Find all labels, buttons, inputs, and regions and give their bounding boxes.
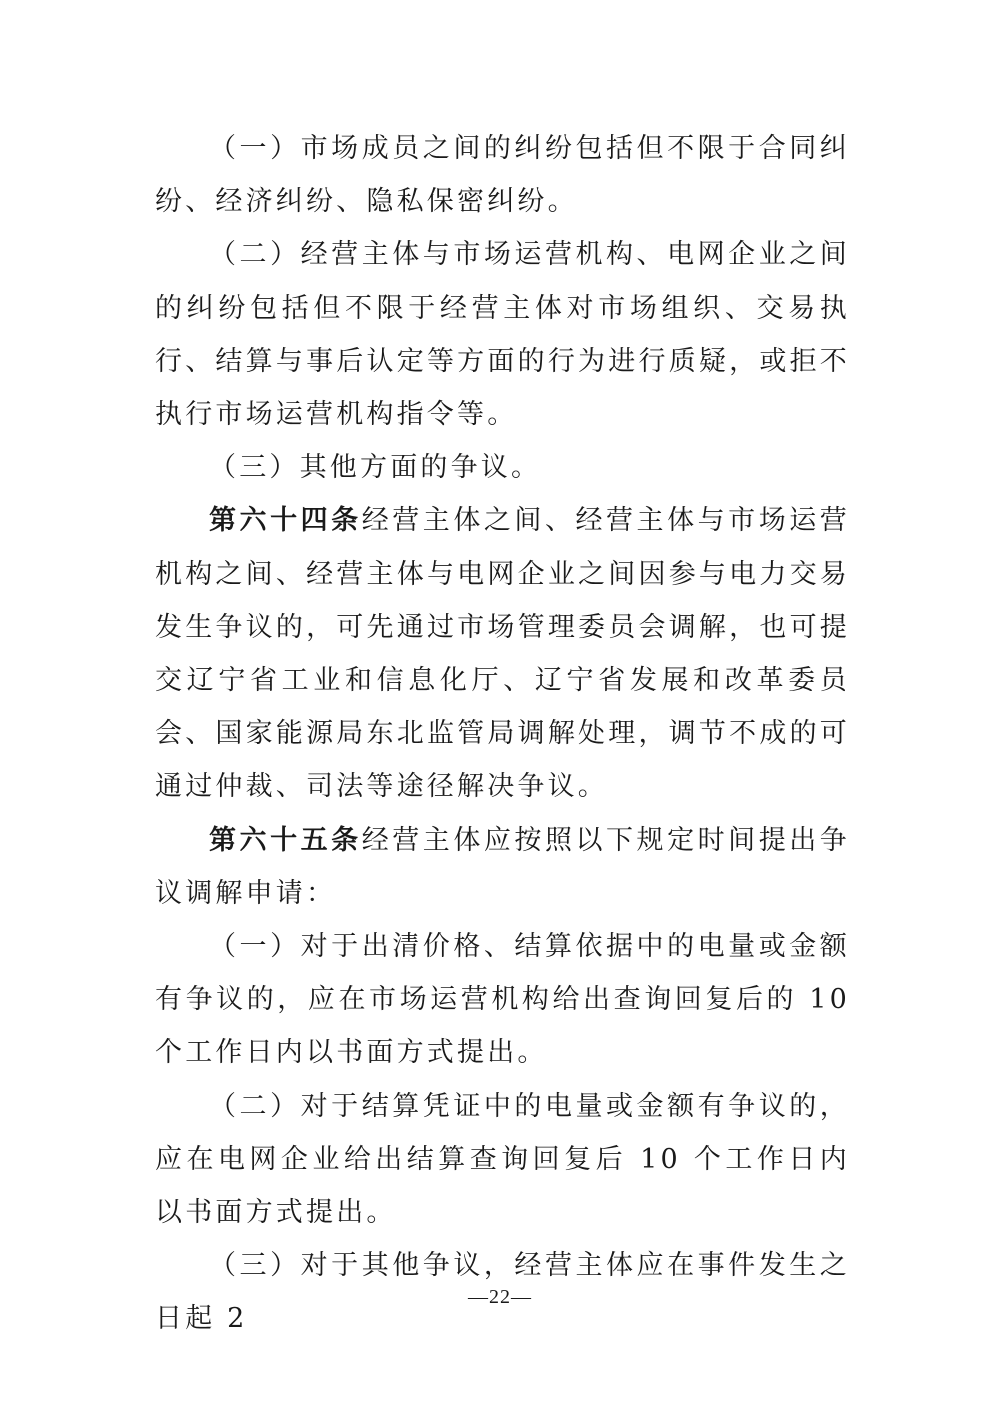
article-65-item-1	[155, 920, 850, 1080]
paragraph-2	[155, 228, 850, 441]
paragraph-3	[155, 441, 850, 494]
paragraph-3-text: （三）其他方面的争议。	[209, 452, 542, 484]
article-65-item-3-text: （三）对于其他争议，经营主体应在事件发生之日起 2	[155, 1250, 850, 1335]
document-body	[155, 122, 850, 1346]
article-65-item-2-text: （二）对于结算凭证中的电量或金额有争议的，应在电网企业给出结算查询回复后 10 个工作日内以书面方式提出。	[155, 1090, 850, 1229]
article-65-item-1-text: （一）对于出清价格、结算依据中的电量或金额有争议的，应在市场运营机构给出查询回复后的 10 个工作日内以书面方式提出。	[155, 931, 850, 1069]
paragraph-1	[155, 122, 850, 228]
article-64	[155, 494, 850, 813]
article-64-text: 经营主体之间、经营主体与市场运营机构之间、经营主体与电网企业之间因参与电力交易发生争议的，可先通过市场管理委员会调解，也可提交辽宁省工业和信息化厅、辽宁省发展和改革委员会、国家能源局东北监管局调解处理，调节不成的可通过仲裁、司法等途径解决争议。	[155, 505, 850, 803]
page-number: —22—	[468, 1286, 532, 1308]
article-64-heading: 第六十四条	[209, 505, 362, 537]
paragraph-1-text: （一）市场成员之间的纠纷包括但不限于合同纠纷、经济纠纷、隐私保密纠纷。	[155, 133, 850, 218]
article-65-item-2	[155, 1080, 850, 1240]
paragraph-2-text: （二）经营主体与市场运营机构、电网企业之间的纠纷包括但不限于经营主体对市场组织、交易执行、结算与事后认定等方面的行为进行质疑，或拒不执行市场运营机构指令等。	[155, 239, 850, 431]
article-65	[155, 814, 850, 920]
article-65-heading: 第六十五条	[209, 824, 362, 856]
article-65-text: 经营主体应按照以下规定时间提出争议调解申请：	[155, 824, 850, 909]
